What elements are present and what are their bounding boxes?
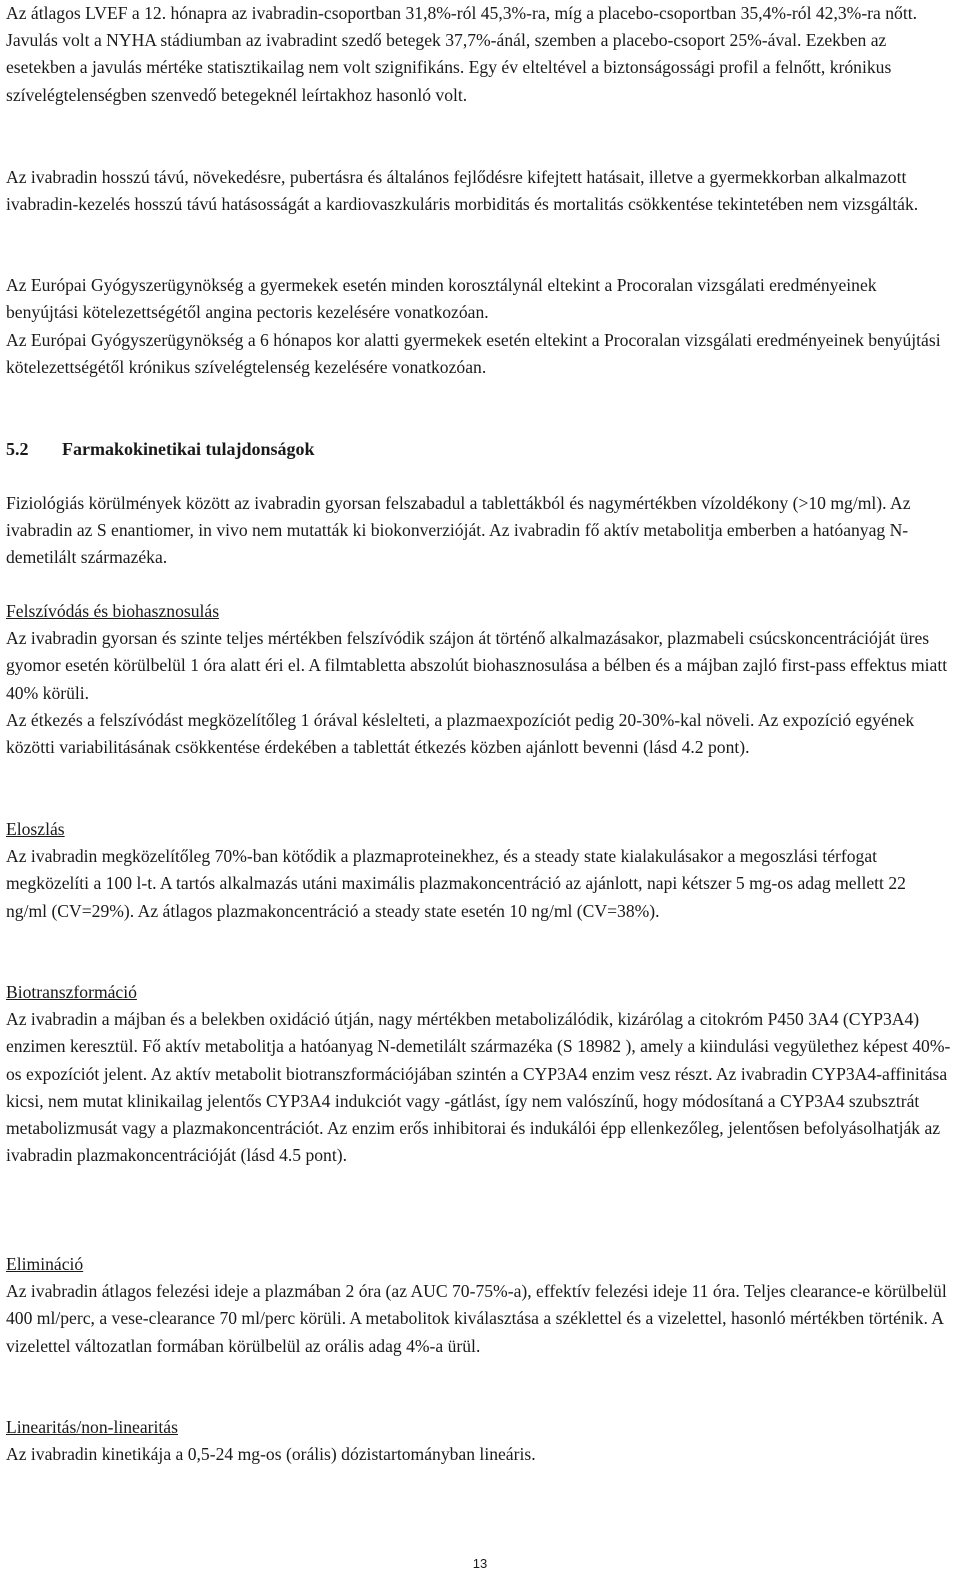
paragraph-text: Fiziológiás körülmények között az ivabradin gyorsan felszabadul a tablettákból és nagymértékben vízoldékony (>10 mg/ml). Az ivabradin az S enantiomer, in vivo nem mutatták ki biokonverzióját. Az ivabradin fő aktív metabolitja emberben a hatóanyag N-demetilált származéka. <box>6 493 911 568</box>
page-number: 13 <box>472 1556 488 1571</box>
paragraph-text: Az ivabradin átlagos felezési ideje a plazmában 2 óra (az AUC 70-75%-a), effektív felezési ideje 11 óra. Teljes clearance-e körülbelül 400 ml/perc, a vese-clearance 70 ml/perc körüli. A metabolitok kiválasztása a széklettel és a vizelettel, hasonló mértékben történik. A vizelettel változatlan formában körülbelül az orális adag 4%-a ürül. <box>6 1281 947 1356</box>
paragraph-text: Az ivabradin kinetikája a 0,5-24 mg-os (orális) dózistartományban lineáris. <box>6 1444 536 1465</box>
paragraph-text: Az ivabradin gyorsan és szinte teljes mértékben felszívódik szájon át történő alkalmazásakor, plazmabeli csúcskoncentrációját üres gyomor esetén körülbelül 1 óra alatt éri el. A filmtabletta abszolút biohasznosulása a bélben és a májban zajló first-pass effektus miatt 40% körüli. <box>6 628 948 703</box>
subsection-heading: Linearitás/non-linearitás <box>6 1417 178 1437</box>
intro-paragraph-2 <box>6 164 951 218</box>
subsection-heading: Elimináció <box>6 1254 84 1274</box>
section-number: 5.2 <box>6 439 29 459</box>
paragraph-text: Az ivabradin hosszú távú, növekedésre, pubertásra és általános fejlődésre kifejtett hatásait, illetve a gyermekkorban alkalmazott ivabradin-kezelés hosszú távú hatásosságát a kardiovaszkuláris morbiditás és mortalitás csökkentése tekintetében nem vizsgálták. <box>6 167 919 215</box>
paragraph-text: Az étkezés a felszívódást megközelítőleg 1 órával késlelteti, a plazmaexpozíciót pedig 20-30%-kal növeli. Az expozíció egyének közötti variabilitásának csökkentése érdekében a tablettát étkezés közben ajánlott bevenni (lásd 4.2 pont). <box>6 709 915 758</box>
subsection-linearity <box>6 1414 951 1468</box>
section-intro <box>6 490 951 572</box>
section-title: Farmakokinetikai tulajdonságok <box>62 439 315 459</box>
intro-paragraph-3 <box>6 272 951 326</box>
paragraph-text: Az ivabradin megközelítőleg 70%-ban kötődik a plazmaproteinekhez, és a steady state kialakulásakor a megoszlási térfogat megközelíti a 100 l-t. A tartós alkalmazás utáni maximális plazmakoncentráció az ajánlott, napi kétszer 5 mg-os adag mellett 22 ng/ml (CV=29%). Az átlagos plazmakoncentráció a steady state esetén 10 ng/ml (CV=38%). <box>6 846 906 921</box>
paragraph-text: Az átlagos LVEF a 12. hónapra az ivabradin-csoportban 31,8%-ról 45,3%-ra, míg a placebo-csoportban 35,4%-ról 42,3%-ra nőtt. Javulás volt a NYHA stádiumban az ivabradint szedő betegek 37,7%-ánál, szemben a placebo-csoport 25%-ával. Ezekben az esetekben a javulás mértéke statisztikailag nem volt szignifikáns. Egy év elteltével a biztonságossági profil a felnőtt, krónikus szívelégtelenségben szenvedő betegeknél leírtakhoz hasonló volt. <box>6 3 918 105</box>
paragraph-text: Az Európai Gyógyszerügynökség a gyermekek esetén minden korosztálynál eltekint a Procoralan vizsgálati eredményeinek benyújtási kötelezettségétől angina pectoris kezelésére vonatkozóan. <box>6 275 877 323</box>
intro-paragraph-1 <box>6 0 951 109</box>
paragraph-text: Az Európai Gyógyszerügynökség a 6 hónapos kor alatti gyermekek esetén eltekint a Procoralan vizsgálati eredményeinek benyújtási kötelezettségétől krónikus szívelégtelenség kezelésére vonatkozóan. <box>6 330 941 378</box>
subsection-heading: Felszívódás és biohasznosulás <box>6 601 220 621</box>
subsection-absorption <box>6 598 951 761</box>
subsection-heading: Biotranszformáció <box>6 982 137 1002</box>
section-heading <box>6 436 315 463</box>
subsection-biotransformation <box>6 979 951 1169</box>
intro-paragraph-4 <box>6 327 951 381</box>
paragraph-text: Az ivabradin a májban és a belekben oxidáció útján, nagy mértékben metabolizálódik, kizárólag a citokróm P450 3A4 (CYP3A4) enzimen keresztül. Fő aktív metabolitja a hatóanyag N-demetilált származéka (S 18982 ), amely a kiindulási vegyülethez képest 40%-os expozíciót jelent. Az aktív metabolit biotranszformációjában szintén a CYP3A4 enzim vesz részt. Az ivabradin CYP3A4-affinitása kicsi, nem mutat klinikailag jelentős CYP3A4 indukciót vagy -gátlást, így nem valószínű, hogy módosítaná a CYP3A4 szubsztrát metabolizmusát vagy a plazmakoncentrációt. Az enzim erős inhibitorai és indukálói épp ellenkezőleg, jelentősen befolyásolhatják az ivabradin plazmakoncentrációját (lásd 4.5 pont). <box>6 1009 951 1166</box>
subsection-elimination <box>6 1251 951 1360</box>
subsection-distribution <box>6 816 951 925</box>
subsection-heading: Eloszlás <box>6 819 65 839</box>
